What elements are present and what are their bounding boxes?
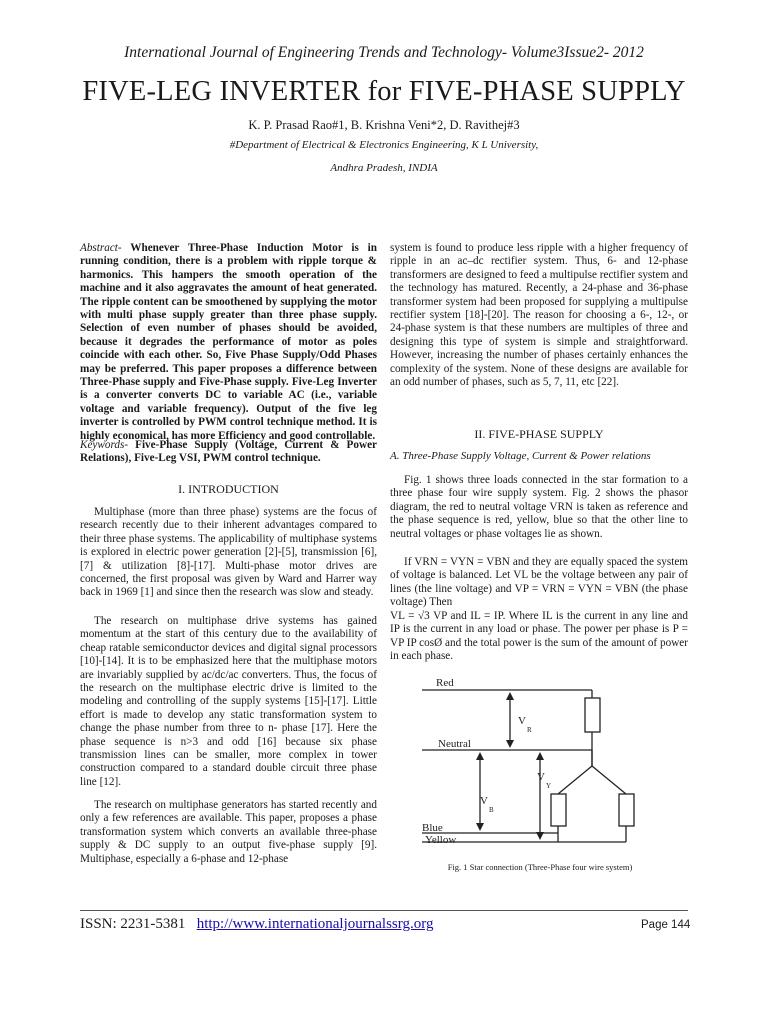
- intro-paragraph-1: Multiphase (more than three phase) systems are the focus of research recently due to their inherent advantages compared to their three phase systems. The applicability of multiphase systems is explored in electric power generation [2]-[5], transmission [6],[7] & utilization [8]-[17]. Multi-phase motor drives are concerned, the first proposal was given by Ward and Harrer way back in 1969 [1] and since then the research was slow and steady.: [80, 506, 377, 599]
- label-vr: V: [518, 715, 526, 727]
- label-neutral: Neutral: [438, 738, 471, 750]
- star-connection-diagram: [400, 670, 690, 850]
- abstract: [80, 242, 377, 443]
- figure-caption: Fig. 1 Star connection (Three-Phase four wire system): [447, 862, 633, 872]
- right-paragraph-1: system is found to produce less ripple with a higher frequency of ripple in an ac–dc rectifier system. Thus, 6- and 12-phase transformers are designed to feed a multipulse rectifier system and the technology has matured. Recently, a 24-phase and 36-phase transformer system had been proposed for supplying a multipulse rectifier system [18]-[20]. The reason for choosing a 6-, 12-, or 24-phase system is that these numbers are multiples of three and designing this type of system is simple and straightforward. However, increasing the number of phases certainly enhances the complexity of the system. None of these designs are available for an odd number of phases, such as 5, 7, 11, etc [22].: [390, 242, 688, 389]
- abstract-text: Whenever Three-Phase Induction Motor is in running condition, there is a problem with ripple torque & harmonics. This hampers the smooth operation of the machine and it also aggravates the amount of heat generated. The ripple content can be smoothened by supplying the motor with multi phase supply greater than three phase supply. Selection of even number of phases should be avoided, because it degrades the performance of motor as poles coincide with each other. So, Five Phase Supply/Odd Phases may be preferred. This paper proposes a difference between Three-Phase supply and Five-Phase supply. Five-Leg Inverter is a converter converts DC to variable AC (i.e., variable voltage and variable frequency). Output of the five leg inverter is controlled by PWM control technique method. It is highly economical, has more Efficiency and good controllable.: [80, 242, 377, 442]
- page-number: Page 144: [641, 919, 691, 931]
- affiliation-department: #Department of Electrical & Electronics Engineering, K L University,: [229, 139, 539, 151]
- keywords: [80, 439, 377, 466]
- label-vr-sub: R: [527, 726, 532, 734]
- load-yellow: [619, 794, 634, 826]
- label-vy-sub: Y: [546, 782, 552, 790]
- abstract-label: Abstract-: [80, 242, 122, 254]
- right-paragraph-2: Fig. 1 shows three loads connected in the star formation to a three phase four wire supply system. Fig. 2 shows the phasor diagram, the red to neutral voltage VRN is taken as reference and the phase sequence is red, yellow, blue so that the other line to neutral voltages or phase voltages lie as shown.: [390, 474, 688, 540]
- label-blue: Blue: [422, 822, 443, 834]
- authors: K. P. Prasad Rao#1, B. Krishna Veni*2, D. Ravithej#3: [248, 118, 520, 132]
- keywords-text: Five-Phase Supply (Voltage, Current & Power Relations), Five-Leg VSI, PWM control technique.: [80, 439, 377, 465]
- label-yellow: Yellow: [425, 834, 457, 846]
- journal-url-link[interactable]: http://www.internationaljournalssrg.org: [196, 916, 434, 932]
- label-vy: V: [537, 771, 545, 783]
- paper-title: FIVE-LEG INVERTER for FIVE-PHASE SUPPLY: [82, 76, 686, 107]
- intro-paragraph-3: The research on multiphase generators has started recently and only a few references are available. This paper, proposes a phase transformation system which converts an available three-phase supply & DC supply to an output five-phase supply [9]. Multiphase, especially a 6-phase and 12-phase: [80, 799, 377, 865]
- right-paragraph-3b: VL = √3 VP and IL = IP. Where IL is the current in any line and IP is the current in any load or phase. The power per phase is P = VP IP cosØ and the total power is the sum of the amount of power in each phase.: [390, 610, 688, 663]
- label-vb-sub: B: [489, 806, 494, 814]
- issn-text: ISSN: 2231-5381: [80, 916, 186, 932]
- section-heading-five-phase: II. FIVE-PHASE SUPPLY: [474, 427, 604, 441]
- subsection-heading-a: A. Three-Phase Supply Voltage, Current & Power relations: [390, 450, 651, 462]
- load-blue: [551, 794, 566, 826]
- footer-issn: [80, 916, 433, 933]
- affiliation-location: Andhra Pradesh, INDIA: [330, 162, 438, 174]
- journal-header: International Journal of Engineering Trends and Technology- Volume3Issue2- 2012: [124, 44, 644, 61]
- keywords-label: Keywords-: [80, 439, 129, 451]
- label-red: Red: [436, 677, 454, 689]
- footer-divider: [80, 910, 688, 911]
- intro-paragraph-2: The research on multiphase drive systems has gained momentum at the start of this century due to the availability of cheap ratable semiconductor devices and digital signal processors [10]-[14]. It is to be emphasized here that the multiphase motors are invariably supplied by ac/dc/ac converters. Thus, the focus of the research on the multiphase electric drive is limited to the modeling and controlling of the supply systems [15]-[17]. Little effort is made to develop any static transformation system to change the phase number from three to n- phase [17]. Here the phase sequence is n>3 and odd [16] because six phase transmission lines can be smaller, more complex in tower construction compared to a standard double circuit three phase line [12].: [80, 615, 377, 788]
- label-vb: V: [480, 795, 488, 807]
- right-paragraph-3a: If VRN = VYN = VBN and they are equally spaced the system of voltage is balanced. Let VL be the voltage between any pair of lines (the line voltage) and VP = VRN = VYN = VBN (the phase voltage) Then: [390, 556, 688, 609]
- load-red: [585, 698, 600, 732]
- section-heading-introduction: I. INTRODUCTION: [178, 482, 279, 496]
